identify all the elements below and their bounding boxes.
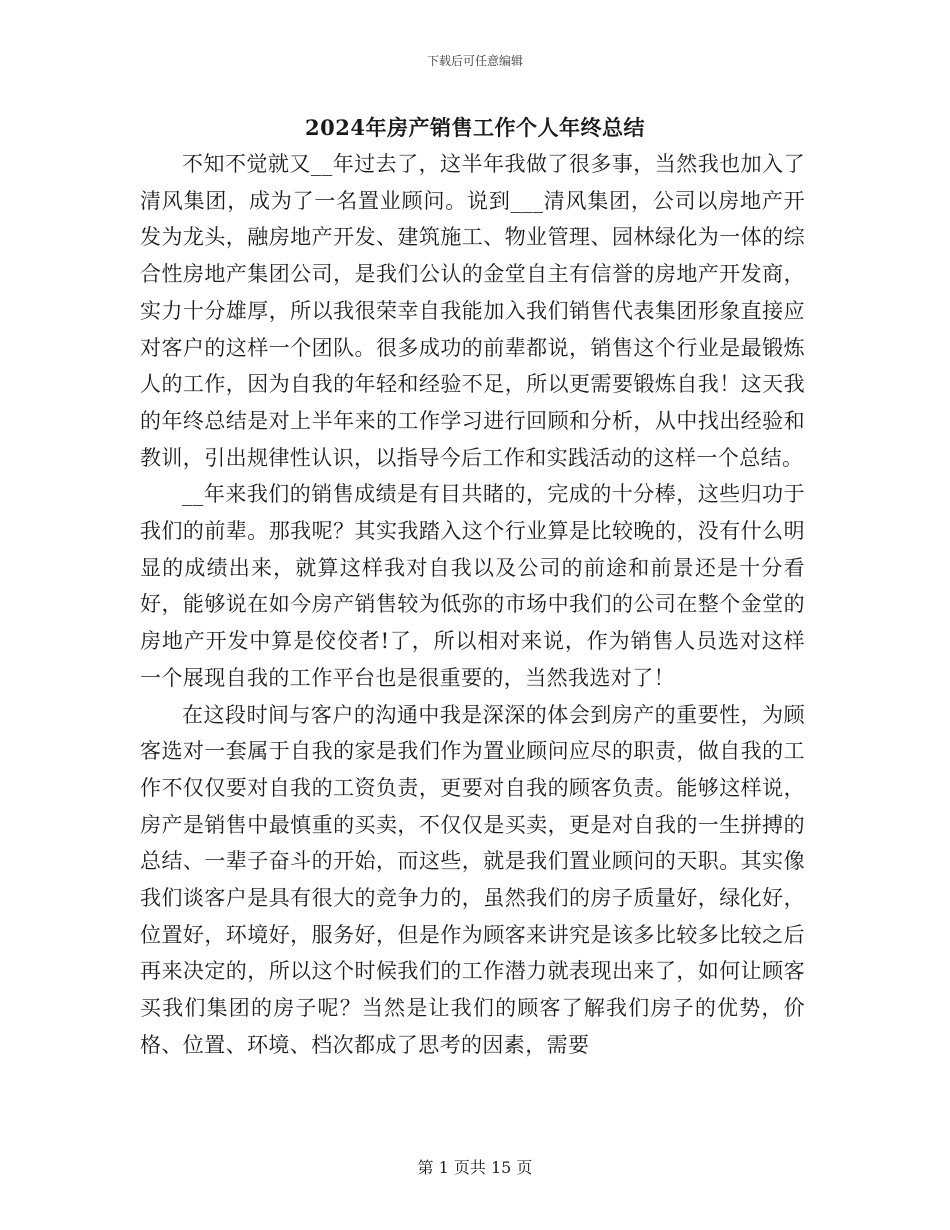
document-body [140, 146, 805, 1064]
document-title: 2024年房产销售工作个人年终总结 [305, 115, 645, 140]
paragraph: __年来我们的销售成绩是有目共睹的，完成的十分棒，这些归功于我们的前辈。那我呢？其实我踏入这个行业算是比较晚的，没有什么明显的成绩出来，就算这样我对自我以及公司的前途和前景还是十分看好，能够说在如今房产销售较为低弥的市场中我们的公司在整个金堂的房地产开发中算是佼佼者!了，所以相对来说，作为销售人员选对这样一个展现自我的工作平台也是很重要的，当然我选对了！ [140, 482, 805, 690]
paragraph: 在这段时间与客户的沟通中我是深深的体会到房产的重要性，为顾客选对一套属于自我的家是我们作为置业顾问应尽的职责，做自我的工作不仅仅要对自我的工资负责，更要对自我的顾客负责。能够这样说，房产是销售中最慎重的买卖，不仅仅是买卖，更是对自我的一生拼搏的总结、一辈子奋斗的开始，而这些，就是我们置业顾问的天职。其实像我们谈客户是具有很大的竞争力的，虽然我们的房子质量好，绿化好，位置好，环境好，服务好，但是作为顾客来讲究是该多比较多比较之后再来决定的，所以这个时候我们的工作潜力就表现出来了，如何让顾客买我们集团的房子呢？当然是让我们的顾客了解我们房子的优势，价格、位置、环境、档次都成了思考的因素，需要 [140, 702, 805, 1057]
page-header: 下载后可任意编辑 [426, 54, 523, 68]
paragraph: 不知不觉就又__年过去了，这半年我做了很多事，当然我也加入了清风集团，成为了一名置业顾问。说到___清风集团，公司以房地产开发为龙头，融房地产开发、建筑施工、物业管理、园林绿化为一体的综合性房地产集团公司，是我们公认的金堂自主有信誉的房地产开发商，实力十分雄厚，所以我很荣幸自我能加入我们销售代表集团形象直接应对客户的这样一个团队。很多成功的前辈都说，销售这个行业是最锻炼人的工作，因为自我的年轻和经验不足，所以更需要锻炼自我！这天我的年终总结是对上半年来的工作学习进行回顾和分析，从中找出经验和教训，引出规律性认识，以指导今后工作和实践活动的这样一个总结。 [140, 152, 805, 470]
page-number: 第 1 页共 15 页 [417, 1158, 533, 1177]
